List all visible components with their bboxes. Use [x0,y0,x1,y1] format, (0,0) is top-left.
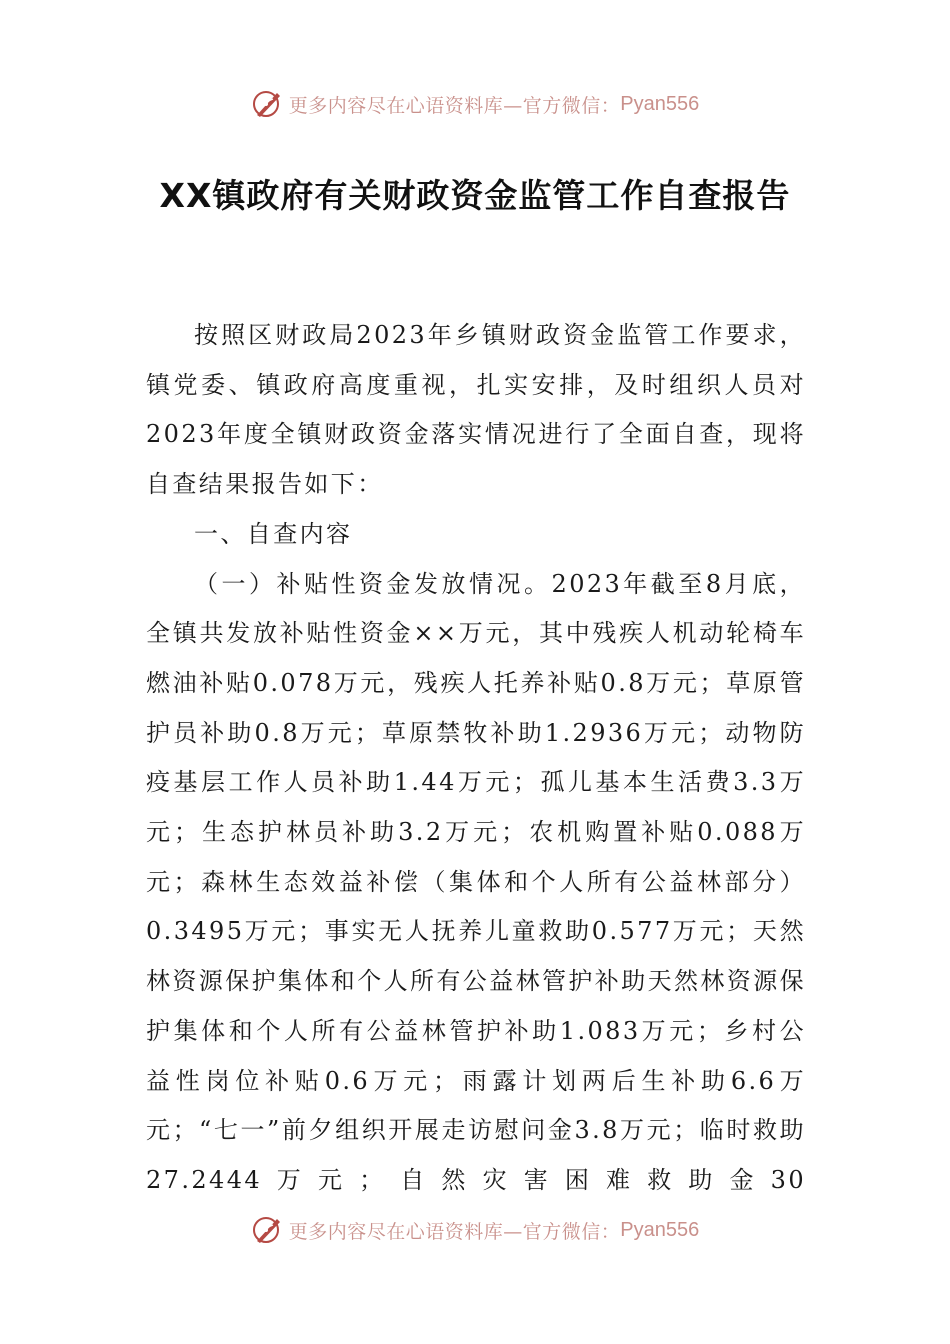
section-heading: 一、自查内容 [194,519,353,548]
paragraph-subsidy: （一）补贴性资金发放情况。2023年截至8月底，全镇共发放补贴性资金××万元，其中残疾人机动轮椅车燃油补贴0.078万元，残疾人托养补贴0.8万元；草原管护员补助0.8万元；草原禁牧补助1.2936万元；动物防疫基层工作人员补助1.44万元；孤儿基本生活费3.3万元；生态护林员补助3.2万元；农机购置补贴0.088万元；森林生态效益补偿（集体和个人所有公益林部分）0.3495万元；事实无人抚养儿童救助0.577万元；天然林资源保护集体和个人所有公益林管护补助天然林资源保护集体和个人所有公益林管护补助1.083万元；乡村公益性岗位补贴0.6万元；雨露计划两后生补助6.6万元；“七一”前夕组织开展走访慰问金3.8万元；临时救助27.2444万元；自然灾害困难救助金30 [146,569,806,1194]
document-title: XX镇政府有关财政资金监管工作自查报告 [159,176,791,215]
paragraph-intro: 按照区财政局2023年乡镇财政资金监管工作要求，镇党委、镇政府高度重视，扎实安排，及时组织人员对2023年度全镇财政资金落实情况进行了全面自查，现将自查结果报告如下： [146,321,806,499]
watermark-id: Pyan556 [620,1218,700,1241]
quill-pen-logo-icon [251,1213,285,1247]
watermark-id: Pyan556 [620,92,700,115]
quill-pen-logo-icon [251,87,285,121]
watermark-banner-bottom [0,1210,950,1250]
watermark-text: 更多内容尽在心语资料库—官方微信： [288,1220,621,1243]
watermark-banner-top [0,84,950,124]
document-body [146,311,806,1206]
watermark-text: 更多内容尽在心语资料库—官方微信： [288,94,621,117]
